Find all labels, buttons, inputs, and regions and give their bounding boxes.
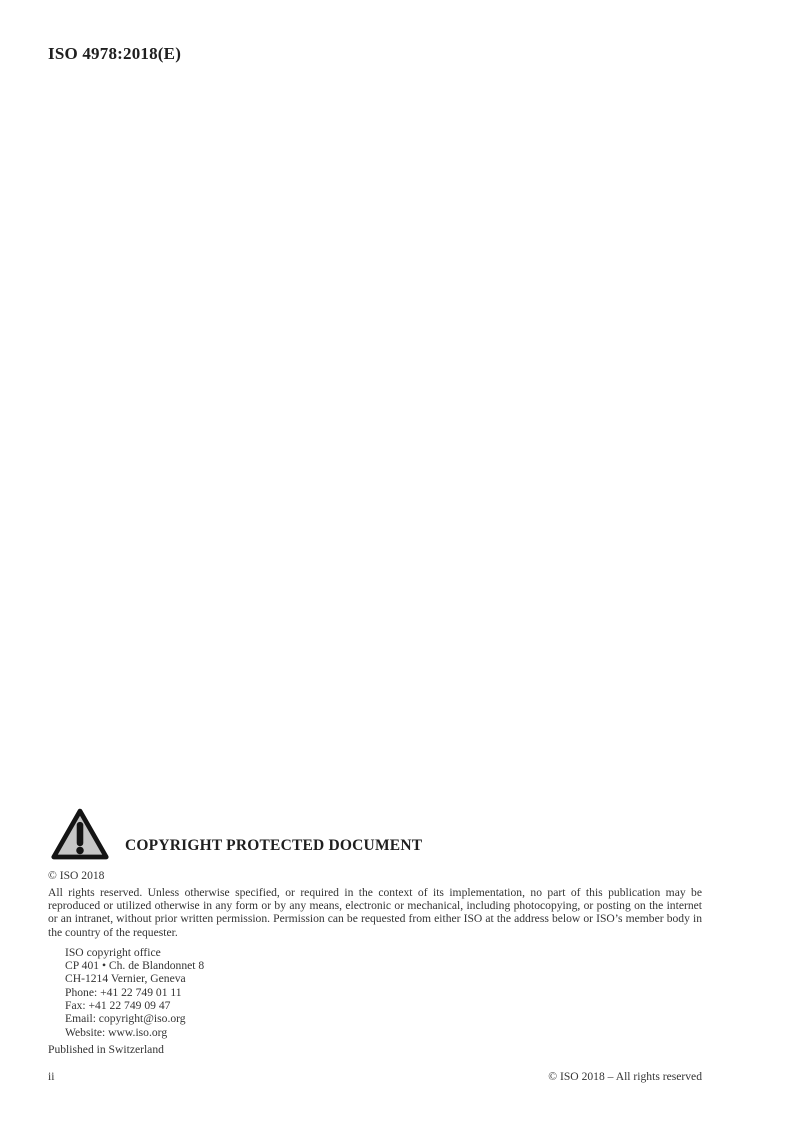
document-identifier: ISO 4978:2018(E) bbox=[48, 44, 182, 63]
published-in-line: Published in Switzerland bbox=[48, 1042, 164, 1056]
copyright-protected-heading: COPYRIGHT PROTECTED DOCUMENT bbox=[125, 837, 423, 854]
page-footer bbox=[48, 1070, 702, 1083]
rights-reserved-paragraph: All rights reserved. Unless otherwise specified, or required in the context of its implementation, no part of this publication may be reproduced or utilized otherwise in any form or by any means, electronic or mechanical, including photocopying, or posting on the internet or an intranet, without prior written permission. Permission can be requested from either ISO at the address below or ISO’s member body in the country of the requester. bbox=[48, 886, 702, 939]
copyright-heading-row bbox=[48, 805, 702, 867]
contact-line-office: ISO copyright office bbox=[65, 945, 161, 959]
contact-line-phone: Phone: +41 22 749 01 11 bbox=[65, 985, 182, 999]
contact-line-city: CH-1214 Vernier, Geneva bbox=[65, 972, 186, 986]
page-number: ii bbox=[48, 1070, 55, 1083]
footer-copyright: © ISO 2018 – All rights reserved bbox=[548, 1070, 702, 1083]
copyright-section bbox=[48, 805, 702, 1056]
copyright-notice-line: © ISO 2018 bbox=[48, 869, 105, 882]
contact-line-fax: Fax: +41 22 749 09 47 bbox=[65, 999, 171, 1012]
warning-triangle-icon bbox=[50, 807, 110, 862]
iso-contact-block bbox=[65, 946, 702, 1039]
contact-line-email: Email: copyright@iso.org bbox=[65, 1012, 186, 1026]
contact-line-website: Website: www.iso.org bbox=[65, 1025, 168, 1039]
contact-line-address: CP 401 • Ch. de Blandonnet 8 bbox=[65, 959, 205, 973]
